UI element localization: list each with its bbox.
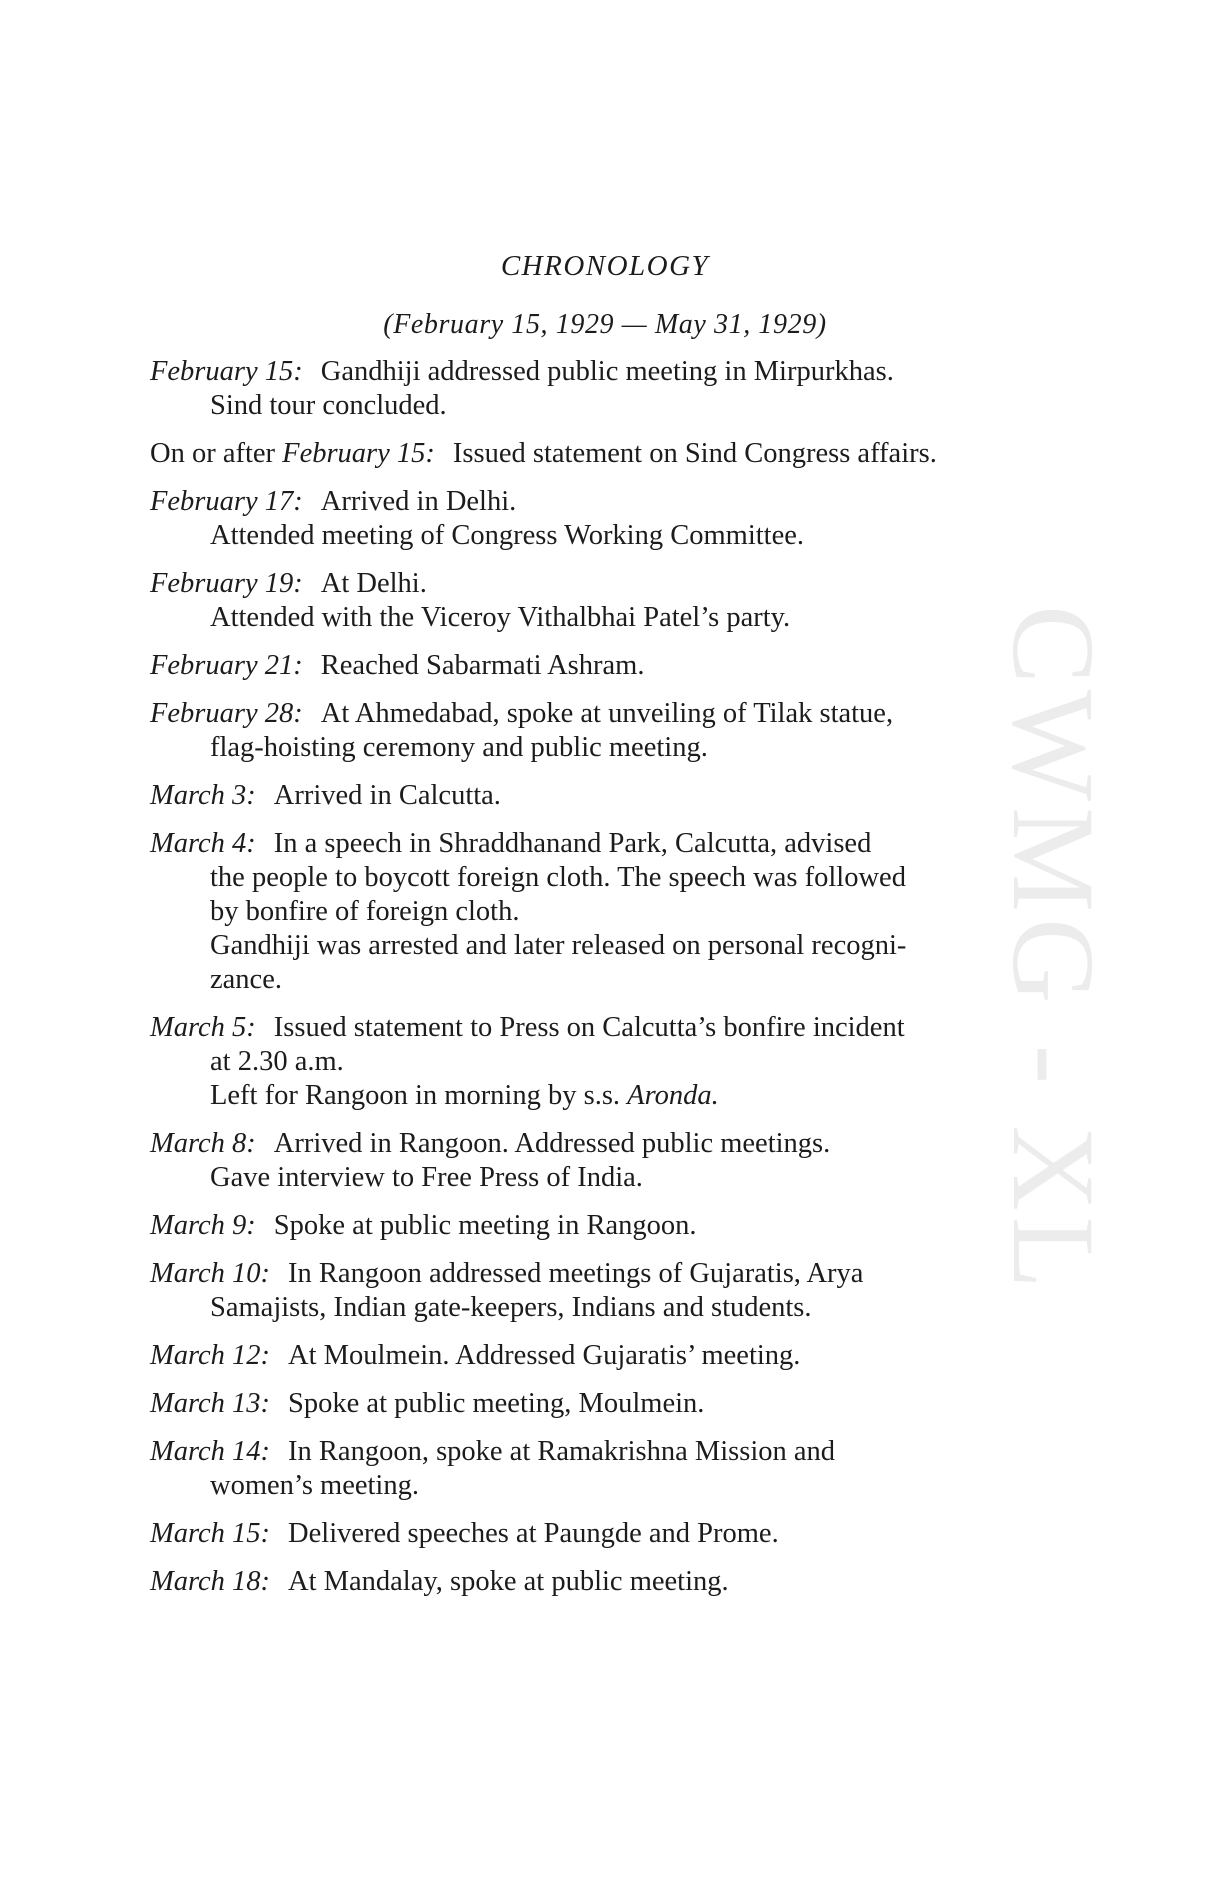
entry-text: In Rangoon, spoke at Ramakrishna Mission and xyxy=(288,1436,836,1467)
entry-first-line xyxy=(150,567,1050,601)
entry-first-line xyxy=(150,1127,1050,1161)
entry-text: In Rangoon addressed meetings of Gujaratis, Arya xyxy=(288,1258,864,1289)
entry-date: March 10: xyxy=(150,1258,271,1289)
entry-continuation: the people to boycott foreign cloth. The speech was followed xyxy=(210,862,906,893)
chronology-entry xyxy=(150,1435,1050,1503)
entry-first-line xyxy=(150,827,1050,861)
chronology-entry xyxy=(150,649,1050,683)
entry-date: March 13: xyxy=(150,1388,271,1419)
entry-text: At Ahmedabad, spoke at unveiling of Tilak statue, xyxy=(320,698,894,729)
entry-date: March 8: xyxy=(150,1128,256,1159)
entry-first-line xyxy=(150,1565,1050,1599)
entry-continuation: Samajists, Indian gate-keepers, Indians and students. xyxy=(210,1292,812,1323)
entry-first-line xyxy=(150,1387,1050,1421)
page-subtitle: (February 15, 1929 — May 31, 1929) xyxy=(383,309,827,340)
entry-text: At Delhi. xyxy=(320,568,427,599)
entry-continuation: Attended with the Viceroy Vithalbhai Patel’s party. xyxy=(210,602,791,633)
entry-prefix: On or after xyxy=(150,438,276,469)
watermark-text: CWMG - XL xyxy=(988,605,1119,1295)
entry-first-line xyxy=(150,1339,1050,1373)
entry-first-line xyxy=(150,1435,1050,1469)
entry-date: March 12: xyxy=(150,1340,271,1371)
entry-date: February 28: xyxy=(150,698,303,729)
entry-text: At Moulmein. Addressed Gujaratis’ meeting. xyxy=(288,1340,801,1371)
entry-text: Issued statement to Press on Calcutta’s bonfire incident xyxy=(273,1012,905,1043)
chronology-entry xyxy=(150,1339,1050,1373)
entry-continuation: Gandhiji was arrested and later released on personal recogni- xyxy=(210,930,907,961)
entry-continuation: at 2.30 a.m. xyxy=(210,1046,344,1077)
entry-date: February 19: xyxy=(150,568,303,599)
entry-first-line xyxy=(150,649,1050,683)
entry-date: March 18: xyxy=(150,1566,271,1597)
entry-first-line xyxy=(150,1517,1050,1551)
entry-first-line xyxy=(150,437,1050,471)
chronology-entry xyxy=(150,1387,1050,1421)
chronology-entry xyxy=(150,567,1050,635)
chronology-entry xyxy=(150,437,1050,471)
entry-date: February 15: xyxy=(282,438,435,469)
entry-date: March 9: xyxy=(150,1210,256,1241)
entry-continuation: zance. xyxy=(210,964,282,995)
chronology-list xyxy=(150,355,1050,1599)
entry-date: March 3: xyxy=(150,780,256,811)
entry-first-line xyxy=(150,697,1050,731)
chronology-entry xyxy=(150,355,1050,423)
entry-continuation: Attended meeting of Congress Working Committee. xyxy=(210,520,805,551)
entry-text: Spoke at public meeting in Rangoon. xyxy=(273,1210,697,1241)
entry-date: February 15: xyxy=(150,356,303,387)
entry-text: At Mandalay, spoke at public meeting. xyxy=(288,1566,729,1597)
entry-first-line xyxy=(150,1257,1050,1291)
chronology-page xyxy=(150,250,1050,1613)
entry-first-line xyxy=(150,355,1050,389)
entry-date: February 17: xyxy=(150,486,303,517)
entry-extra-text: Left for Rangoon in morning by s.s. xyxy=(210,1080,621,1111)
entry-first-line xyxy=(150,1011,1050,1045)
chronology-entry xyxy=(150,779,1050,813)
entry-date: March 14: xyxy=(150,1436,271,1467)
page-title: CHRONOLOGY xyxy=(500,250,710,282)
entry-text: Arrived in Calcutta. xyxy=(273,780,501,811)
chronology-entry xyxy=(150,827,1050,997)
entry-text: Arrived in Delhi. xyxy=(320,486,517,517)
chronology-entry xyxy=(150,1517,1050,1551)
entry-first-line xyxy=(150,779,1050,813)
entry-continuation: flag-hoisting ceremony and public meeting. xyxy=(210,732,708,763)
entry-text: Gandhiji addressed public meeting in Mirpurkhas. xyxy=(320,356,894,387)
entry-text: Delivered speeches at Paungde and Prome. xyxy=(288,1518,779,1549)
entry-continuation: Gave interview to Free Press of India. xyxy=(210,1162,643,1193)
entry-text: In a speech in Shraddhanand Park, Calcutta, advised xyxy=(273,828,872,859)
entry-text: Issued statement on Sind Congress affairs. xyxy=(452,438,937,469)
entry-date: February 21: xyxy=(150,650,303,681)
ship-name: Aronda. xyxy=(627,1080,719,1111)
chronology-entry xyxy=(150,697,1050,765)
chronology-entry xyxy=(150,485,1050,553)
entry-continuation: women’s meeting. xyxy=(210,1470,419,1501)
entry-first-line xyxy=(150,485,1050,519)
entry-continuation: Sind tour concluded. xyxy=(210,390,447,421)
entry-continuation xyxy=(150,1079,1050,1113)
entry-text: Spoke at public meeting, Moulmein. xyxy=(288,1388,705,1419)
chronology-entry xyxy=(150,1127,1050,1195)
entry-date: March 4: xyxy=(150,828,256,859)
entry-text: Arrived in Rangoon. Addressed public meetings. xyxy=(273,1128,831,1159)
chronology-entry xyxy=(150,1257,1050,1325)
entry-continuation: by bonfire of foreign cloth. xyxy=(210,896,520,927)
entry-first-line xyxy=(150,1209,1050,1243)
entry-date: March 15: xyxy=(150,1518,271,1549)
entry-date: March 5: xyxy=(150,1012,256,1043)
chronology-entry xyxy=(150,1011,1050,1113)
entry-text: Reached Sabarmati Ashram. xyxy=(320,650,645,681)
chronology-entry xyxy=(150,1565,1050,1599)
chronology-entry xyxy=(150,1209,1050,1243)
